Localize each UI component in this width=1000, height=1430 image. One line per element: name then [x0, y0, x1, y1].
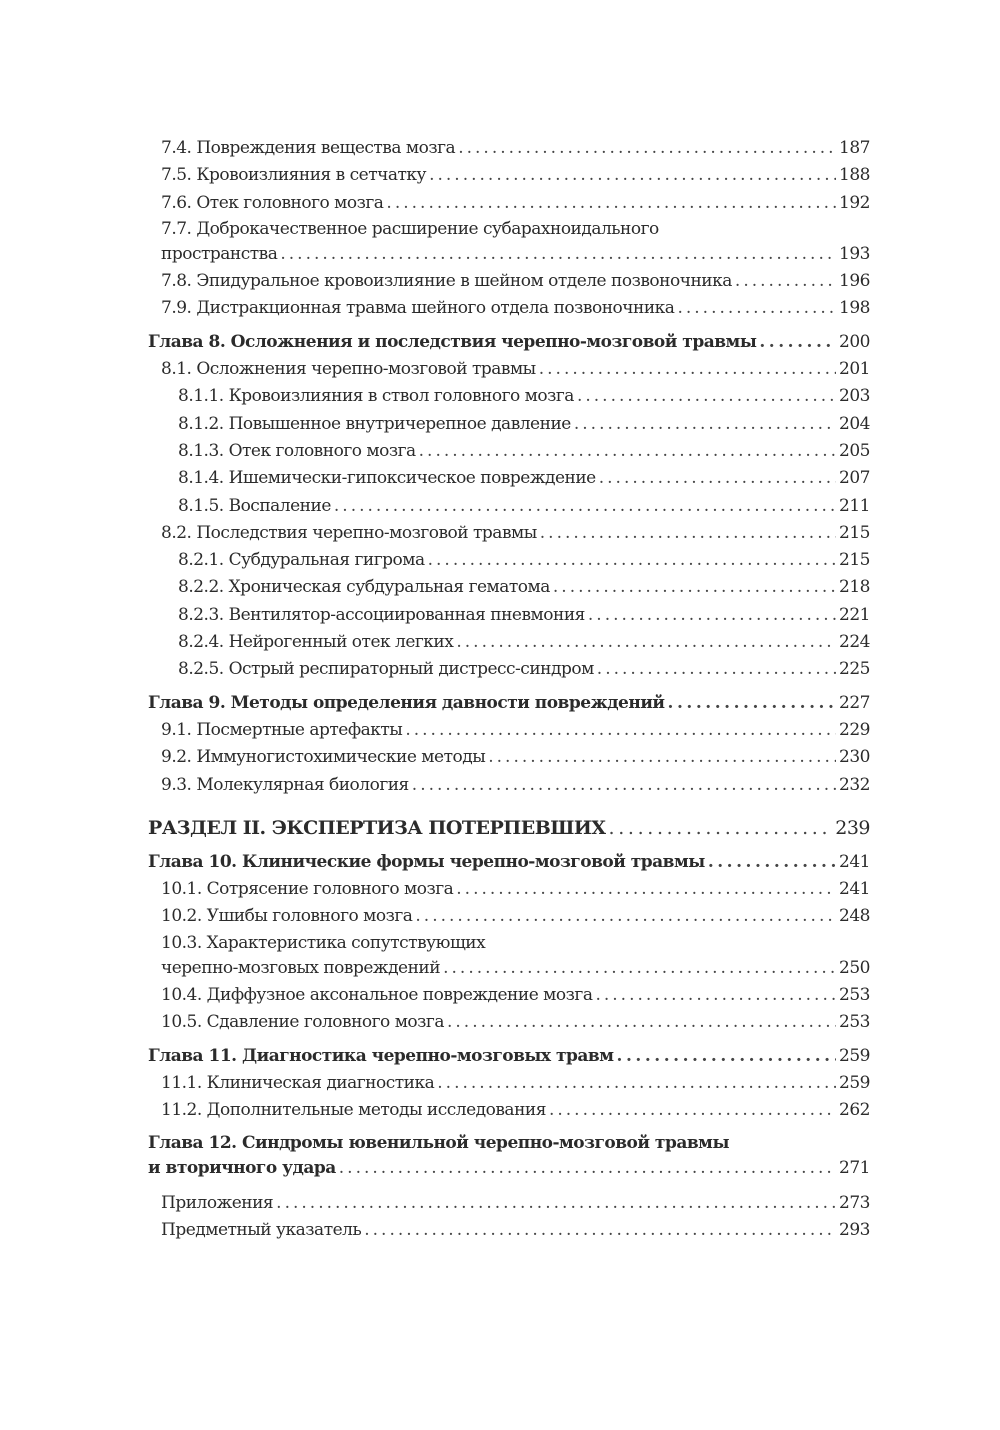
dot-leader — [668, 690, 837, 717]
entry-number: 8.2. — [161, 522, 192, 543]
dot-leader — [488, 744, 836, 771]
entry-number: 7.8. — [161, 271, 192, 292]
toc-entry-11-2[interactable] — [148, 1097, 870, 1124]
toc-entry-9-2[interactable] — [148, 744, 870, 771]
dot-leader — [553, 574, 836, 601]
entry-title: Эпидуральное кровоизлияние в шейном отделе позвоночника — [196, 271, 732, 292]
dot-leader — [595, 982, 836, 1009]
toc-entry-7-5[interactable] — [148, 162, 870, 189]
dot-leader — [280, 241, 836, 268]
toc-entry-10-4[interactable] — [148, 982, 870, 1009]
page-number: 203 — [839, 386, 870, 407]
entry-title: Кровоизлияния в ствол головного мозга — [228, 386, 574, 407]
page-number: 229 — [839, 719, 870, 740]
entry-title: Острый респираторный дистресс-синдром — [228, 659, 594, 680]
entry-title: Субдуральная гигрома — [228, 550, 425, 571]
toc-part-2[interactable] — [148, 813, 870, 843]
chapter-title: Методы определения давности повреждений — [230, 692, 665, 713]
entry-number: 9.3. — [161, 774, 192, 795]
toc-entry-8-2-3[interactable] — [148, 602, 870, 629]
dot-leader — [759, 329, 836, 356]
entry-title-line1: Характеристика сопутствующих — [206, 932, 486, 953]
dot-leader — [708, 849, 836, 876]
entry-title: Молекулярная биология — [196, 774, 409, 795]
page-number: 207 — [839, 468, 870, 489]
toc-chapter-12[interactable] — [148, 1131, 870, 1182]
dot-leader — [677, 295, 836, 322]
toc-entry-7-9[interactable] — [148, 295, 870, 322]
entry-title: Клиническая диагностика — [206, 1072, 435, 1093]
toc-entry-7-7[interactable] — [148, 217, 870, 268]
dot-leader — [339, 1155, 836, 1182]
entry-number: 8.1.4. — [178, 468, 224, 489]
toc-entry-8-1[interactable] — [148, 356, 870, 383]
page-number: 192 — [839, 192, 870, 213]
dot-leader — [456, 629, 836, 656]
dot-leader — [549, 1097, 836, 1124]
dot-leader — [429, 162, 836, 189]
entry-number: 7.5. — [161, 165, 192, 186]
page-number: 200 — [839, 331, 870, 352]
entry-title: Нейрогенный отек легких — [228, 632, 454, 653]
toc-entry-8-1-4[interactable] — [148, 465, 870, 492]
entry-title: Посмертные артефакты — [196, 719, 403, 740]
entry-title: Отек головного мозга — [196, 192, 384, 213]
entry-title: Воспаление — [228, 495, 331, 516]
dot-leader — [609, 813, 833, 843]
page-number: 253 — [839, 1012, 870, 1033]
entry-number: 10.2. — [161, 906, 202, 927]
toc-subject-index[interactable] — [148, 1217, 870, 1244]
toc-entry-8-2[interactable] — [148, 520, 870, 547]
chapter-number: Глава 8. — [148, 331, 226, 352]
dot-leader — [447, 1009, 836, 1036]
page-number: 221 — [839, 604, 870, 625]
page-number: 224 — [839, 632, 870, 653]
entry-number: 9.2. — [161, 747, 192, 768]
toc-entry-8-1-2[interactable] — [148, 411, 870, 438]
dot-leader — [276, 1190, 836, 1217]
part-title: РАЗДЕЛ II. ЭКСПЕРТИЗА ПОТЕРПЕВШИХ — [148, 816, 606, 839]
page-number: 239 — [835, 816, 870, 839]
page-number: 188 — [839, 165, 870, 186]
page-number: 193 — [839, 243, 870, 264]
page-number: 262 — [839, 1100, 870, 1121]
entry-number: 10.3. — [161, 932, 202, 953]
entry-title: Предметный указатель — [161, 1220, 362, 1241]
entry-title: Осложнения черепно-мозговой травмы — [196, 359, 536, 380]
entry-title: Иммуногистохимические методы — [196, 747, 486, 768]
entry-number: 11.1. — [161, 1072, 202, 1093]
toc-entry-8-1-1[interactable] — [148, 383, 870, 410]
entry-number: 11.2. — [161, 1100, 202, 1121]
page-number: 187 — [839, 138, 870, 158]
entry-number: 8.2.3. — [178, 604, 224, 625]
page-number: 259 — [839, 1072, 870, 1093]
toc-entry-10-1[interactable] — [148, 876, 870, 903]
toc-entry-8-2-5[interactable] — [148, 656, 870, 683]
toc-entry-7-8[interactable] — [148, 268, 870, 295]
page-number: 271 — [839, 1157, 870, 1178]
entry-title: Ушибы головного мозга — [206, 906, 413, 927]
chapter-number: Глава 11. — [148, 1045, 237, 1066]
entry-title-line1: Доброкачественное расширение субарахноидального — [196, 218, 659, 239]
entry-number: 7.9. — [161, 298, 192, 319]
entry-number: 8.1. — [161, 359, 192, 380]
dot-leader — [458, 135, 836, 162]
entry-title: Дополнительные методы исследования — [206, 1100, 546, 1121]
dot-leader — [735, 268, 836, 295]
entry-number: 8.2.4. — [178, 632, 224, 653]
entry-title: Диффузное аксональное повреждение мозга — [206, 985, 593, 1006]
dot-leader — [577, 383, 836, 410]
page-number: 259 — [839, 1045, 870, 1066]
entry-number: 7.7. — [161, 218, 192, 239]
dot-leader — [599, 465, 836, 492]
page-number: 215 — [839, 522, 870, 543]
entry-number: 10.5. — [161, 1012, 202, 1033]
chapter-number: Глава 10. — [148, 851, 237, 872]
toc-entry-9-3[interactable] — [148, 772, 870, 799]
entry-title: Хроническая субдуральная гематома — [228, 577, 550, 598]
entry-title: Кровоизлияния в сетчатку — [196, 165, 427, 186]
chapter-number: Глава 9. — [148, 692, 226, 713]
dot-leader — [574, 411, 836, 438]
toc-entry-8-2-2[interactable] — [148, 574, 870, 601]
entry-title: Последствия черепно-мозговой травмы — [196, 522, 537, 543]
dot-leader — [405, 717, 836, 744]
entry-number: 8.2.1. — [178, 550, 224, 571]
entry-title-line2: черепно-мозговых повреждений — [161, 957, 441, 978]
dot-leader — [437, 1070, 836, 1097]
dot-leader — [428, 547, 836, 574]
toc-entry-10-3[interactable] — [148, 931, 870, 982]
entry-number: 10.1. — [161, 879, 202, 900]
entry-title: Сотрясение головного мозга — [206, 879, 454, 900]
dot-leader — [419, 438, 836, 465]
chapter-title: Осложнения и последствия черепно-мозговой травмы — [230, 331, 757, 352]
page-number: 273 — [839, 1192, 870, 1213]
entry-title-line2: пространства — [161, 243, 278, 264]
dot-leader — [364, 1217, 836, 1244]
entry-number: 7.6. — [161, 192, 192, 213]
entry-number: 8.2.2. — [178, 577, 224, 598]
toc-chapter-11[interactable] — [148, 1043, 870, 1070]
page-number: 248 — [839, 906, 870, 927]
chapter-title: Клинические формы черепно-мозговой травмы — [241, 851, 705, 872]
dot-leader — [456, 876, 836, 903]
dot-leader — [412, 772, 836, 799]
page-number: 218 — [839, 577, 870, 598]
toc-entry-9-1[interactable] — [148, 717, 870, 744]
toc-entry-7-4[interactable] — [148, 135, 870, 162]
table-of-contents — [148, 135, 870, 1244]
entry-title: Приложения — [161, 1192, 274, 1213]
chapter-number: Глава 12. — [148, 1132, 237, 1153]
dot-leader — [443, 955, 836, 982]
chapter-title-line1: Синдромы ювенильной черепно-мозговой травмы — [241, 1132, 729, 1153]
entry-number: 8.1.5. — [178, 495, 224, 516]
dot-leader — [540, 520, 836, 547]
page-number: 250 — [839, 957, 870, 978]
toc-entry-10-2[interactable] — [148, 903, 870, 930]
dot-leader — [539, 356, 836, 383]
page-number: 241 — [839, 851, 870, 872]
entry-title: Повышенное внутричерепное давление — [228, 413, 571, 434]
toc-entry-8-1-5[interactable] — [148, 493, 870, 520]
toc-entry-8-2-4[interactable] — [148, 629, 870, 656]
toc-entry-8-1-3[interactable] — [148, 438, 870, 465]
toc-entry-10-5[interactable] — [148, 1009, 870, 1036]
page-number: 241 — [839, 879, 870, 900]
page-number: 204 — [839, 413, 870, 434]
page-number: 205 — [839, 440, 870, 461]
page-number: 225 — [839, 659, 870, 680]
entry-number: 10.4. — [161, 985, 202, 1006]
entry-number: 7.4. — [161, 138, 192, 158]
entry-number: 8.1.1. — [178, 386, 224, 407]
chapter-title-line2: и вторичного удара — [148, 1157, 336, 1178]
dot-leader — [588, 602, 836, 629]
page-number: 198 — [839, 298, 870, 319]
entry-number: 8.1.3. — [178, 440, 224, 461]
entry-title: Вентилятор-ассоциированная пневмония — [228, 604, 585, 625]
entry-number: 8.1.2. — [178, 413, 224, 434]
toc-chapter-8[interactable] — [148, 329, 870, 356]
page-number: 215 — [839, 550, 870, 571]
dot-leader — [415, 903, 836, 930]
toc-chapter-10[interactable] — [148, 849, 870, 876]
entry-title: Дистракционная травма шейного отдела позвоночника — [196, 298, 675, 319]
page-number: 201 — [839, 359, 870, 380]
page-number: 293 — [839, 1220, 870, 1241]
toc-entry-8-2-1[interactable] — [148, 547, 870, 574]
page-number: 227 — [839, 692, 870, 713]
toc-chapter-9[interactable] — [148, 690, 870, 717]
page-number: 211 — [839, 495, 870, 516]
entry-title: Повреждения вещества мозга — [196, 138, 456, 158]
entry-title: Сдавление головного мозга — [206, 1012, 444, 1033]
page-number: 230 — [839, 747, 870, 768]
entry-number: 9.1. — [161, 719, 192, 740]
dot-leader — [597, 656, 836, 683]
page-number: 232 — [839, 774, 870, 795]
toc-appendices[interactable] — [148, 1190, 870, 1217]
dot-leader — [617, 1043, 837, 1070]
toc-entry-11-1[interactable] — [148, 1070, 870, 1097]
toc-entry-7-6[interactable] — [148, 190, 870, 217]
entry-title: Ишемически-гипоксическое повреждение — [228, 468, 596, 489]
dot-leader — [334, 493, 836, 520]
entry-title: Отек головного мозга — [228, 440, 416, 461]
page-number: 196 — [839, 271, 870, 292]
dot-leader — [386, 190, 836, 217]
page-number: 253 — [839, 985, 870, 1006]
entry-number: 8.2.5. — [178, 659, 224, 680]
chapter-title: Диагностика черепно-мозговых травм — [241, 1045, 614, 1066]
